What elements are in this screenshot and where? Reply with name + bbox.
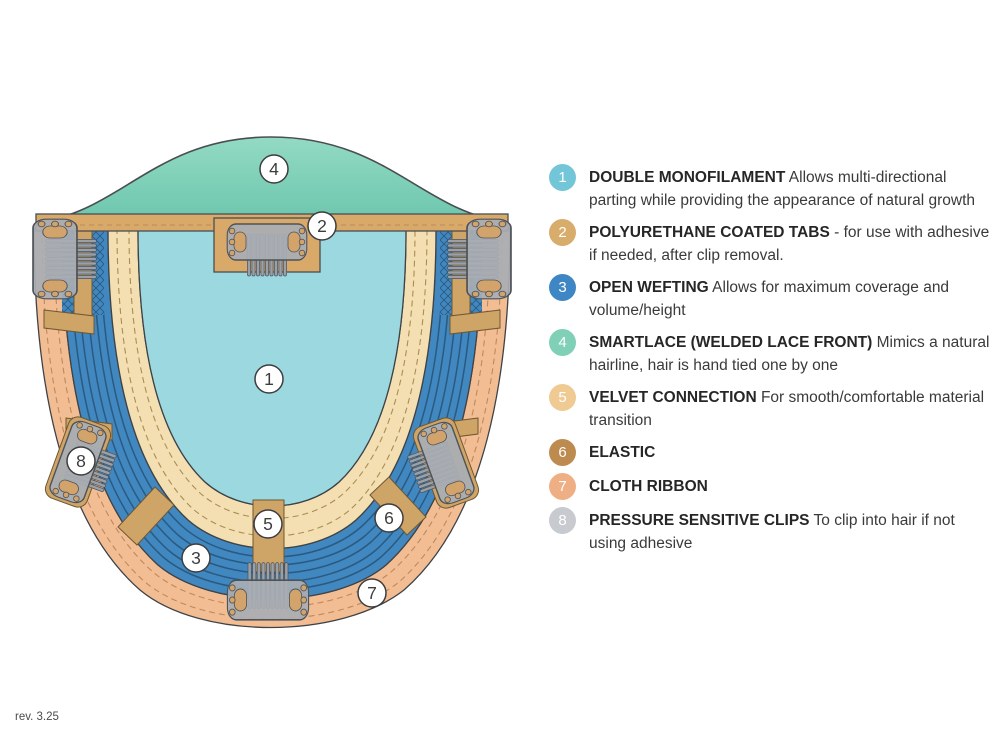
svg-text:2: 2 bbox=[317, 216, 327, 236]
callout-cloth-ribbon bbox=[358, 579, 386, 607]
callout-wefting bbox=[182, 544, 210, 572]
legend-item-tabs bbox=[549, 221, 995, 267]
callout-lace-front bbox=[260, 155, 288, 183]
svg-text:8: 8 bbox=[76, 451, 86, 471]
legend-text-5: VELVET CONNECTION For smooth/comfortable material transition bbox=[589, 389, 985, 429]
legend-text-4: SMARTLACE (WELDED LACE FRONT) Mimics a natural hairline, hair is hand tied one by one bbox=[589, 334, 990, 374]
legend-item-cloth-ribbon bbox=[549, 475, 995, 500]
legend-badge-7: 7 bbox=[549, 473, 576, 500]
legend-item-velvet bbox=[549, 386, 995, 432]
revision-label: rev. 3.25 bbox=[15, 711, 59, 723]
legend-badge-4: 4 bbox=[549, 329, 576, 356]
callout-elastic bbox=[375, 504, 403, 532]
callout-velvet bbox=[254, 510, 282, 538]
legend-item-clips bbox=[549, 509, 995, 555]
legend-text-6: ELASTIC bbox=[589, 444, 656, 461]
callout-monofilament bbox=[255, 365, 283, 393]
callout-clips bbox=[67, 447, 95, 475]
legend-badge-2: 2 bbox=[549, 219, 576, 246]
svg-text:5: 5 bbox=[263, 514, 273, 534]
callout-tabs bbox=[308, 212, 336, 240]
legend-text-1: DOUBLE MONOFILAMENT Allows multi-directional parting while providing the appearance of natural growth bbox=[589, 169, 976, 209]
legend-text-8: PRESSURE SENSITIVE CLIPS To clip into hair if not using adhesive bbox=[589, 512, 955, 552]
legend-text-3: OPEN WEFTING Allows for maximum coverage and volume/height bbox=[589, 279, 950, 319]
legend-text-2: POLYURETHANE COATED TABS - for use with adhesive if needed, after clip removal. bbox=[589, 224, 990, 264]
svg-text:3: 3 bbox=[191, 548, 201, 568]
legend-badge-1: 1 bbox=[549, 164, 576, 191]
legend-badge-6: 6 bbox=[549, 439, 576, 466]
svg-text:6: 6 bbox=[384, 508, 394, 528]
legend-badge-5: 5 bbox=[549, 384, 576, 411]
legend bbox=[549, 166, 995, 564]
legend-badge-8: 8 bbox=[549, 507, 576, 534]
legend-item-smartlace bbox=[549, 331, 995, 377]
legend-item-wefting bbox=[549, 276, 995, 322]
legend-text-7: CLOTH RIBBON bbox=[589, 478, 708, 495]
legend-badge-3: 3 bbox=[549, 274, 576, 301]
legend-item-elastic bbox=[549, 441, 995, 466]
svg-text:1: 1 bbox=[264, 369, 274, 389]
svg-text:7: 7 bbox=[367, 583, 377, 603]
legend-item-monofilament bbox=[549, 166, 995, 212]
svg-text:4: 4 bbox=[269, 159, 279, 179]
